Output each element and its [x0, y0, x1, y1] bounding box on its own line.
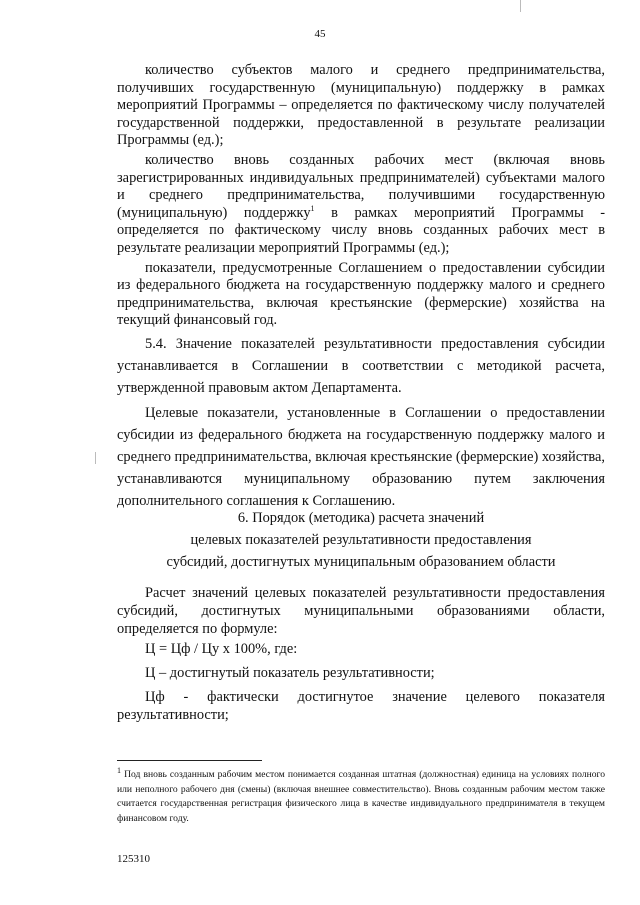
page-number: 45	[314, 28, 326, 40]
paragraph-new-jobs-part1: количество вновь созданных рабочих мест (включая вновь зарегистрированных индивидуальных предпринимателей) субъектами малого и среднего предпринимательства, получившими государственную (муниципальную) поддержку	[117, 151, 605, 221]
paragraph-target-indicators: Целевые показатели, установленные в Соглашении о предоставлении субсидии из федерального бюджета на государственную поддержку малого и среднего предпринимательства, включая крестьянские (фермерские) хозяйства, устанавливаются муниципальному образованию путем заключения дополнительного соглашения к Соглашению.	[117, 404, 605, 509]
section-heading-line-2: целевых показателей результативности предоставления	[190, 532, 532, 548]
paragraph-new-jobs	[117, 152, 605, 258]
footnote-reference: 1	[310, 203, 315, 213]
body-text	[117, 62, 605, 512]
footnote	[117, 765, 605, 826]
paragraph-new-jobs-part2: в рамках мероприятий Программы - определяется по фактическому числу вновь созданных рабочих мест в результате реализации мероприятий Программы (ед.);	[117, 204, 605, 256]
calc-intro: Расчет значений целевых показателей результативности предоставления субсидий, достигнутых муниципальными образованиями области, определяется по формуле:	[117, 585, 605, 638]
scan-artifact	[520, 0, 521, 12]
scan-artifact	[95, 452, 96, 464]
paragraph-agreement-indicators: показатели, предусмотренные Соглашением о предоставлении субсидии из федерального бюджета на государственную поддержку малого и среднего предпринимательства, включая крестьянские (фермерские) хозяйства на текущий финансовый год.	[117, 259, 605, 329]
footnote-marker: 1	[117, 765, 121, 775]
section-heading	[117, 507, 605, 573]
footnote-text: Под вновь созданным рабочим местом понимается созданная штатная (должностная) единица на условиях полного или неполного рабочего дня (смены) (включая внешнее совместительство). Вновь созданным рабочим местом также считается государственная регистрация физического лица в качестве индивидуального предпринимателя в текущем финансовом году.	[117, 769, 605, 824]
section-heading-line-1: 6. Порядок (методика) расчета значений	[237, 510, 485, 526]
document-code: 125310	[117, 853, 150, 865]
paragraph-5-4: 5.4. Значение показателей результативности предоставления субсидии устанавливается в Соглашении в соответствии с методикой расчета, утвержденной правовым актом Департамента.	[117, 335, 605, 396]
calc-definition-cf: Цф - фактически достигнутое значение целевого показателя результативности;	[117, 689, 605, 724]
calculation-text	[117, 584, 605, 724]
section-heading-line-3: субсидий, достигнутых муниципальным образованием области	[166, 554, 556, 570]
paragraph-smb-count: количество субъектов малого и среднего предпринимательства, получивших государственную (муниципальную) поддержку в рамках мероприятий Программы – определяется по фактическому числу получателей государственной поддержки, предоставленной в результате реализации Программы (ед.);	[117, 62, 605, 149]
calc-formula: Ц = Цф / Цу х 100%, где:	[145, 640, 298, 657]
calc-definition-c: Ц – достигнутый показатель результативности;	[145, 664, 435, 681]
footnote-separator	[117, 760, 262, 761]
